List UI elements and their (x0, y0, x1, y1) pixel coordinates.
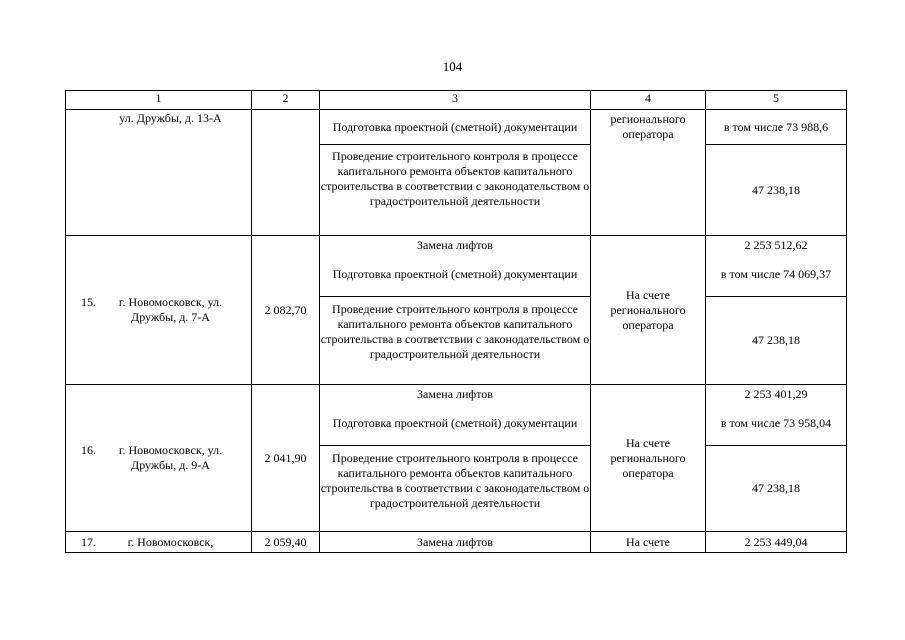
amount-cell (706, 110, 847, 145)
row-number: 16. (81, 443, 96, 457)
work-type-text: Проведение строительного контроля в процессе капитального ремонта объектов капитального строительства в соответствии с законодательством о градостроительной деятельности (320, 302, 590, 361)
amount-cell (706, 532, 847, 553)
work-type-text: Подготовка проектной (сметной) документации (332, 416, 578, 430)
header-col-2: 2 (252, 91, 320, 110)
area-text: 2 082,70 (264, 302, 307, 317)
header-col-3: 3 (320, 91, 591, 110)
area-cell (252, 236, 320, 385)
address-text: г. Новомосковск, ул. Дружбы, д. 9-А (118, 443, 223, 472)
funding-text: На счете регионального оператора (610, 435, 686, 480)
work-type-cell (320, 236, 591, 297)
amount-text: в том числе 74 069,37 (720, 267, 832, 281)
work-type-text: Проведение строительного контроля в процессе капитального ремонта объектов капитального строительства в соответствии с законодательством о градостроительной деятельности (320, 451, 590, 510)
work-type-cell (320, 532, 591, 553)
address-cell (66, 385, 252, 532)
work-type-cell (320, 385, 591, 446)
amount-text: 2 253 449,04 (744, 534, 808, 549)
work-type-cell (320, 145, 591, 236)
funding-cell (591, 110, 706, 236)
funding-text: регионального оператора (610, 112, 686, 141)
work-type-cell (320, 297, 591, 385)
area-text: 2 059,40 (264, 534, 307, 549)
table-row (66, 236, 847, 297)
amount-cell (706, 297, 847, 385)
address-cell (66, 236, 252, 385)
work-type-text: Замена лифтов (417, 387, 493, 401)
address-cell (66, 110, 252, 236)
amount-text: в том числе 73 988,6 (723, 119, 829, 134)
header-row (66, 91, 847, 110)
address-cell (66, 532, 252, 553)
header-col-5: 5 (706, 91, 847, 110)
work-type-text: Подготовка проектной (сметной) документации (332, 267, 578, 281)
amount-cell (706, 145, 847, 236)
funding-cell (591, 532, 706, 553)
address-text: г. Новомосковск, ул. Дружбы, д. 7-А (118, 295, 223, 324)
amount-text: 47 238,18 (752, 182, 800, 197)
header-col-4: 4 (591, 91, 706, 110)
work-type-text: Подготовка проектной (сметной) документации (332, 119, 578, 134)
area-text: 2 041,90 (264, 450, 307, 465)
address-text: ул. Дружбы, д. 13-А (119, 111, 222, 125)
amount-text: 47 238,18 (752, 481, 800, 495)
amount-cell (706, 385, 847, 446)
table-row (66, 110, 847, 145)
header-col-1: 1 (66, 91, 252, 110)
amount-cell (706, 236, 847, 297)
work-type-text: Проведение строительного контроля в процессе капитального ремонта объектов капитального строительства в соответствии с законодательством о градостроительной деятельности (320, 149, 590, 208)
address-text: г. Новомосковск, (127, 534, 214, 549)
amount-text: 2 253 512,62 (744, 238, 808, 252)
work-type-text: Замена лифтов (417, 238, 493, 252)
area-cell (252, 110, 320, 236)
page-number: 104 (442, 59, 463, 74)
area-cell (252, 532, 320, 553)
amount-text: 47 238,18 (752, 333, 800, 347)
funding-cell (591, 385, 706, 532)
funding-text: На счете (625, 534, 670, 549)
table-row (66, 385, 847, 446)
funding-cell (591, 236, 706, 385)
row-number: 17. (81, 534, 96, 549)
area-cell (252, 385, 320, 532)
amount-cell (706, 446, 847, 532)
amount-text: в том числе 73 958,04 (720, 416, 832, 430)
work-type-cell (320, 446, 591, 532)
work-type-cell (320, 110, 591, 145)
data-table (65, 90, 847, 553)
amount-text: 2 253 401,29 (744, 387, 808, 401)
funding-text: На счете регионального оператора (610, 287, 686, 332)
row-number: 15. (81, 295, 96, 309)
work-type-text: Замена лифтов (417, 534, 493, 549)
table-row (66, 532, 847, 553)
